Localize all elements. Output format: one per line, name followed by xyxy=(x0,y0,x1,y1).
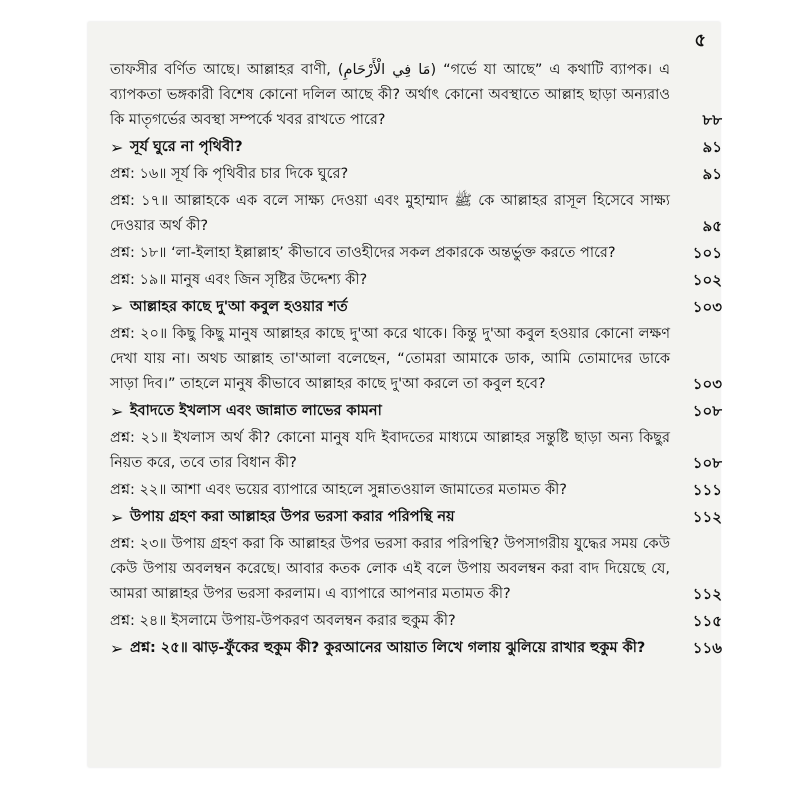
entry-page-number: ১০৮ xyxy=(692,454,722,472)
entry-page-number: ১০৮ xyxy=(692,402,722,420)
book-page xyxy=(88,22,720,767)
toc-entry xyxy=(110,162,722,187)
entry-text: আল্লাহর কাছে দু'আ কবুল হওয়ার শর্ত xyxy=(130,299,348,315)
arrow-bullet-icon: ➢ xyxy=(110,508,124,527)
toc-entry xyxy=(110,478,722,503)
toc-heading xyxy=(110,135,722,160)
entry-text: উপায় গ্রহণ করা আল্লাহর উপর ভরসা করার পরিপন্থি নয় xyxy=(130,509,455,525)
arrow-bullet-icon: ➢ xyxy=(110,298,124,317)
entry-text: প্রশ্ন: ২৩॥ উপায় গ্রহণ করা কি আল্লাহর উপর ভরসা করার পরিপন্থি? উপসাগরীয় যুদ্ধের সময় কেউ কেউ উপায় অবলম্বন করেছে। আবার কতক লোক এই বলে উপায় অবলম্বন করা বাদ দিয়েছে যে, আমরা আল্লাহর উপর ভরসা করলাম। এ ব্যাপারে আপনার মতামত কী? xyxy=(110,536,670,602)
entry-text: সূর্য ঘুরে না পৃথিবী? xyxy=(130,139,243,155)
entry-page-number: ৯১ xyxy=(702,165,722,183)
entry-page-number: ৯১ xyxy=(702,138,722,156)
toc-heading xyxy=(110,295,722,320)
entry-text: প্রশ্ন: ১৯॥ মানুষ এবং জিন সৃষ্টির উদ্দেশ্য কী? xyxy=(110,272,368,288)
toc-entry xyxy=(110,532,722,607)
entry-text: প্রশ্ন: ২৫॥ ঝাড়-ফুঁকের হুকুম কী? কুরআনের আয়াত লিখে গলায় ঝুলিয়ে রাখার হুকুম কী? xyxy=(130,640,646,656)
toc-heading xyxy=(110,399,722,424)
entry-text: তাফসীর বর্ণিত আছে। আল্লাহর বাণী, (مَا فِي الْأَرْحَامِ) “গর্ভে যা আছে” এ কথাটি ব্যাপক। এ ব্যাপকতা ভঙ্গকারী বিশেষ কোনো দলিল আছে কী? অর্থাৎ কোনো অবস্থাতে আল্লাহ ছাড়া অন্যরাও কি মাতৃগর্ভের অবস্থা সম্পর্কে খবর রাখতে পারে? xyxy=(110,62,670,128)
entry-text: প্রশ্ন: ২২॥ আশা এবং ভয়ের ব্যাপারে আহলে সুন্নাতওয়াল জামাতের মতামত কী? xyxy=(110,482,567,498)
entry-page-number: ১১৫ xyxy=(692,612,722,630)
entry-page-number: ১০৩ xyxy=(692,375,722,393)
entry-page-number: ৯৫ xyxy=(702,217,722,235)
entry-page-number: ১১৬ xyxy=(692,639,722,657)
entry-page-number: ১১২ xyxy=(692,585,722,603)
toc-entry xyxy=(110,189,722,239)
entry-page-number: ১০২ xyxy=(692,271,722,289)
arrow-bullet-icon: ➢ xyxy=(110,402,124,421)
entry-page-number: ১১১ xyxy=(692,481,722,499)
entry-text: ইবাদতে ইখলাস এবং জান্নাত লাভের কামনা xyxy=(130,403,382,419)
toc-entry xyxy=(110,609,722,634)
entry-page-number: ৮৮ xyxy=(702,111,722,129)
toc-entry xyxy=(110,426,722,476)
table-of-contents xyxy=(110,58,722,663)
toc-heading xyxy=(110,505,722,530)
arrow-bullet-icon: ➢ xyxy=(110,138,124,157)
entry-page-number: ১০৩ xyxy=(692,298,722,316)
arrow-bullet-icon: ➢ xyxy=(110,639,124,658)
entry-page-number: ১০১ xyxy=(692,244,722,262)
entry-page-number: ১১২ xyxy=(692,508,722,526)
entry-text: প্রশ্ন: ২০॥ কিছু কিছু মানুষ আল্লাহর কাছে দু'আ করে থাকে। কিন্তু দু'আ কবুল হওয়ার কোনো লক্ষণ দেখা যায় না। অথচ আল্লাহ তা'আলা বলেছেন, “তোমরা আমাকে ডাক, আমি তোমাদের ডাকে সাড়া দিব।” তাহলে মানুষ কীভাবে আল্লাহর কাছে দু'আ করলে তা কবুল হবে? xyxy=(110,326,670,392)
toc-entry xyxy=(110,322,722,397)
entry-text: প্রশ্ন: ১৮॥ ‘লা-ইলাহা ইল্লাল্লাহ’ কীভাবে তাওহীদের সকল প্রকারকে অন্তর্ভুক্ত করতে পারে? xyxy=(110,245,616,261)
toc-heading xyxy=(110,636,722,661)
entry-text: প্রশ্ন: ২৪॥ ইসলামে উপায়-উপকরণ অবলম্বন করার হুকুম কী? xyxy=(110,613,456,629)
entry-text: প্রশ্ন: ২১॥ ইখলাস অর্থ কী? কোনো মানুষ যদি ইবাদতের মাধ্যমে আল্লাহর সন্তুষ্টি ছাড়া অন্য কিছুর নিয়ত করে, তবে তার বিধান কী? xyxy=(110,430,670,471)
entry-text: প্রশ্ন: ১৭॥ আল্লাহকে এক বলে সাক্ষ্য দেওয়া এবং মুহাম্মাদ ﷺ কে আল্লাহর রাসূল হিসেবে সাক্ষ্য দেওয়ার অর্থ কী? xyxy=(110,193,670,234)
entry-text: প্রশ্ন: ১৬॥ সূর্য কি পৃথিবীর চার দিকে ঘুরে? xyxy=(110,166,349,182)
toc-entry xyxy=(110,268,722,293)
page-number: ৫ xyxy=(694,30,706,51)
toc-entry xyxy=(110,58,722,133)
toc-entry xyxy=(110,241,722,266)
